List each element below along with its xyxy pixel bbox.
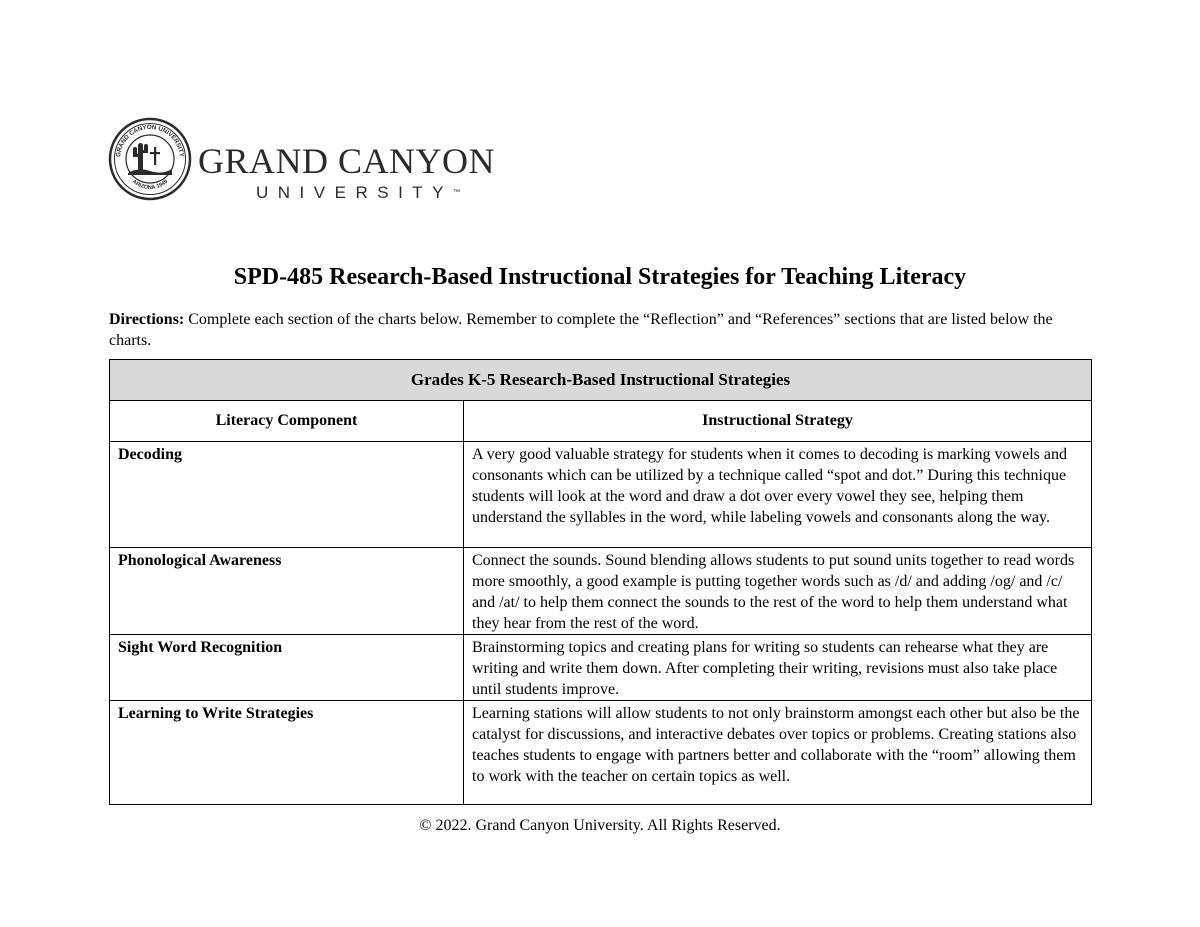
university-logo [108, 117, 496, 202]
instructional-strategy-cell: Brainstorming topics and creating plans for writing so students can rehearse what they are writing and write them down. After completing their writing, revisions must also take place until students improve. [464, 635, 1092, 701]
logo-wordmark-sub: UNIVERSITY™ [256, 183, 461, 202]
literacy-component-cell: Sight Word Recognition [110, 635, 464, 701]
instructional-strategy-cell: Learning stations will allow students to not only brainstorm amongst each other but also be the catalyst for discussions, and interactive debates over topics or problems. Creating stations also teaches students to engage with partners better and collaborate with the “room” allowing them to work with the teacher on certain topics as well. [464, 701, 1092, 805]
table-row [110, 635, 1092, 701]
table-title: Grades K-5 Research-Based Instructional Strategies [110, 360, 1092, 401]
trademark-symbol: ™ [453, 189, 461, 196]
literacy-component-cell: Phonological Awareness [110, 548, 464, 635]
literacy-component-cell: Decoding [110, 442, 464, 548]
table-header-row [110, 360, 1092, 401]
table-row [110, 548, 1092, 635]
document-title: SPD-485 Research-Based Instructional Strategies for Teaching Literacy [233, 264, 967, 290]
copyright-footer: © 2022. Grand Canyon University. All Rights Reserved. [419, 817, 781, 834]
instructional-strategy-cell: A very good valuable strategy for students when it comes to decoding is marking vowels and consonants which can be utilized by a technique called “spot and dot.” During this technique students will look at the word and draw a dot over every vowel they see, helping them understand the syllables in the word, while labeling vowels and consonants along the way. [464, 442, 1092, 548]
column-header-row [110, 401, 1092, 442]
logo-wordmark: GRAND CANYON [198, 141, 496, 181]
directions-label: Directions: [109, 311, 185, 328]
directions-text: Complete each section of the charts below. Remember to complete the “Reflection” and “References” sections that are listed below the charts. [109, 311, 1053, 349]
column-header-component: Literacy Component [110, 401, 464, 442]
svg-text:GRAND CANYON UNIVERSITY: GRAND CANYON UNIVERSITY [115, 123, 185, 158]
table-row [110, 442, 1092, 548]
svg-text:ARIZONA 1949: ARIZONA 1949 [130, 178, 170, 192]
table-row [110, 701, 1092, 805]
instructional-strategy-cell: Connect the sounds. Sound blending allows students to put sound units together to read words more smoothly, a good example is putting together words such as /d/ and adding /og/ and /c/ and /at/ to help them connect the sounds to the rest of the word to help them understand what they hear from the rest of the word. [464, 548, 1092, 635]
university-seal-icon [108, 117, 192, 201]
strategies-table [109, 359, 1092, 805]
directions [109, 309, 1089, 351]
literacy-component-cell: Learning to Write Strategies [110, 701, 464, 805]
column-header-strategy: Instructional Strategy [464, 401, 1092, 442]
